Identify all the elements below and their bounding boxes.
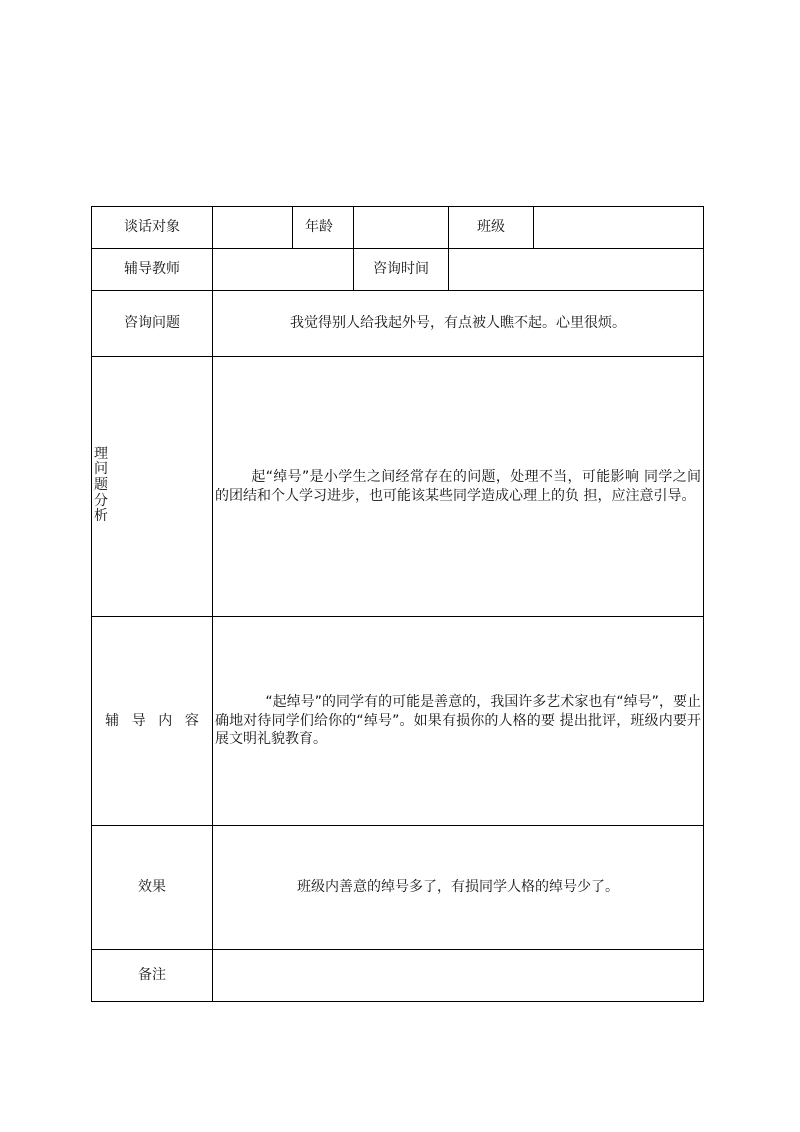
class-value-cell[interactable] — [534, 207, 704, 249]
question-text: 我觉得别人给我起外号，有点被人瞧不起。心里很烦。 — [213, 291, 704, 357]
remarks-label: 备注 — [92, 950, 213, 1002]
target-value-cell[interactable] — [213, 207, 293, 249]
guidance-label: 辅导内容 — [92, 617, 213, 826]
row-analysis — [92, 357, 704, 617]
row-question — [92, 291, 704, 357]
effect-text: 班级内善意的绰号多了，有损同学人格的绰号少了。 — [213, 826, 704, 950]
question-label: 咨询问题 — [92, 291, 213, 357]
counseling-record-table — [91, 206, 704, 1002]
class-label: 班级 — [449, 207, 534, 249]
analysis-text: 起“绰号”是小学生之间经常存在的问题，处理不当，可能影响 同学之间的团结和个人学习进步，也可能该某些同学造成心理上的负 担，应注意引导。 — [213, 357, 704, 617]
time-label: 咨询时间 — [354, 249, 449, 291]
analysis-label-cell — [92, 357, 213, 617]
time-value-cell[interactable] — [449, 249, 704, 291]
row-effect — [92, 826, 704, 950]
row-basic-info — [92, 207, 704, 249]
remarks-value-cell[interactable] — [213, 950, 704, 1002]
row-remarks — [92, 950, 704, 1002]
row-teacher-time — [92, 249, 704, 291]
age-label: 年龄 — [293, 207, 354, 249]
teacher-label: 辅导教师 — [92, 249, 213, 291]
effect-label: 效果 — [92, 826, 213, 950]
row-guidance — [92, 617, 704, 826]
teacher-value-cell[interactable] — [213, 249, 354, 291]
target-label: 谈话对象 — [92, 207, 213, 249]
guidance-text: “起绰号”的同学有的可能是善意的，我国许多艺术家也有“绰号”，要止确地对待同学们给你的“绰号”。如果有损你的人格的要 提出批评，班级内要开展文明礼貌教育。 — [213, 617, 704, 826]
analysis-label: 理问题分析 — [94, 445, 108, 525]
age-value-cell[interactable] — [354, 207, 449, 249]
